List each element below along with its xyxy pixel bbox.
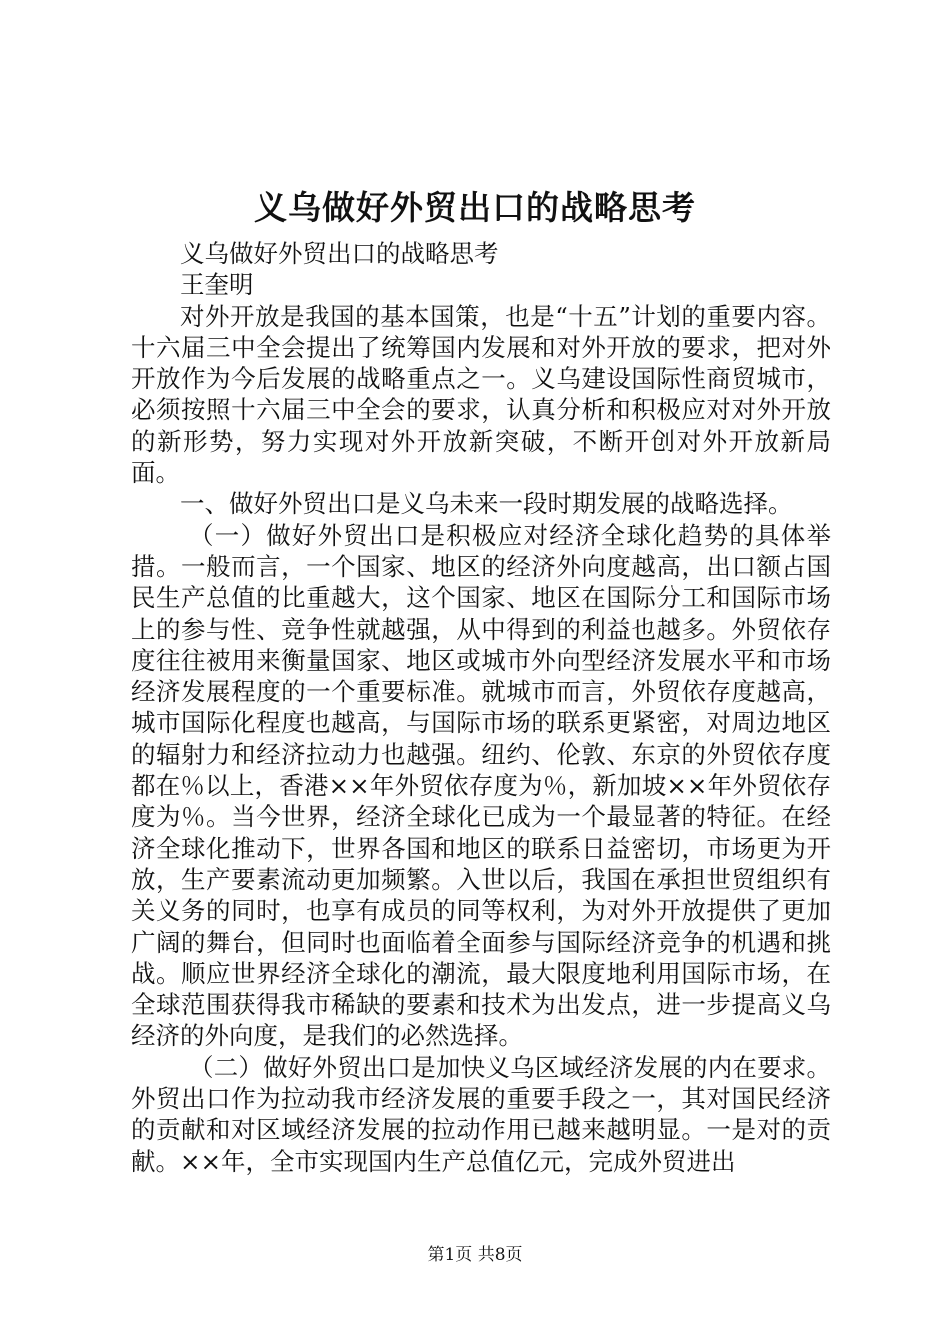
page-number-footer: 第1页 共8页 [427, 1245, 523, 1265]
section-heading-1: 一、做好外贸出口是义乌未来一段时期发展的战略选择。 [180, 489, 793, 519]
document-subtitle: 义乌做好外贸出口的战略思考 [180, 239, 499, 268]
paragraph-intro: 对外开放是我国的基本国策，也是“十五”计划的重要内容。十六届三中全会提出了统筹国内发展和对外开放的要求，把对外开放作为今后发展的战略重点之一。义乌建设国际性商贸城市，必须按照十六届三中全会的要求，认真分析和积极应对对外开放的新形势，努力实现对外开放新突破，不断开创对外开放新局面。 [131, 301, 831, 488]
document-author: 王奎明 [180, 270, 254, 300]
paragraph-section-1-2: （二）做好外贸出口是加快义乌区域经济发展的内在要求。外贸出口作为拉动我市经济发展的重要手段之一，其对国民经济的贡献和对区域经济发展的拉动作用已越来越明显。一是对的贡献。××年，全市实现国内生产总值亿元，完成外贸进出 [131, 1052, 831, 1176]
document-body [131, 238, 831, 1177]
document-title: 义乌做好外贸出口的战略思考 [254, 188, 696, 227]
paragraph-section-1-1: （一）做好外贸出口是积极应对经济全球化趋势的具体举措。一般而言，一个国家、地区的经济外向度越高，出口额占国民生产总值的比重越大，这个国家、地区在国际分工和国际市场上的参与性、竞争性就越强，从中得到的利益也越多。外贸依存度往往被用来衡量国家、地区或城市外向型经济发展水平和市场经济发展程度的一个重要标准。就城市而言，外贸依存度越高，城市国际化程度也越高，与国际市场的联系更紧密，对周边地区的辐射力和经济拉动力也越强。纽约、伦敦、东京的外贸依存度都在％以上，香港××年外贸依存度为％，新加坡××年外贸依存度为％。当今世界，经济全球化已成为一个最显著的特征。在经济全球化推动下，世界各国和地区的联系日益密切，市场更为开放，生产要素流动更加频繁。入世以后，我国在承担世贸组织有关义务的同时，也享有成员的同等权利，为对外开放提供了更加广阔的舞台，但同时也面临着全面参与国际经济竞争的机遇和挑战。顺应世界经济全球化的潮流，最大限度地利用国际市场，在全球范围获得我市稀缺的要素和技术为出发点，进一步提高义乌经济的外向度，是我们的必然选择。 [131, 520, 831, 1051]
